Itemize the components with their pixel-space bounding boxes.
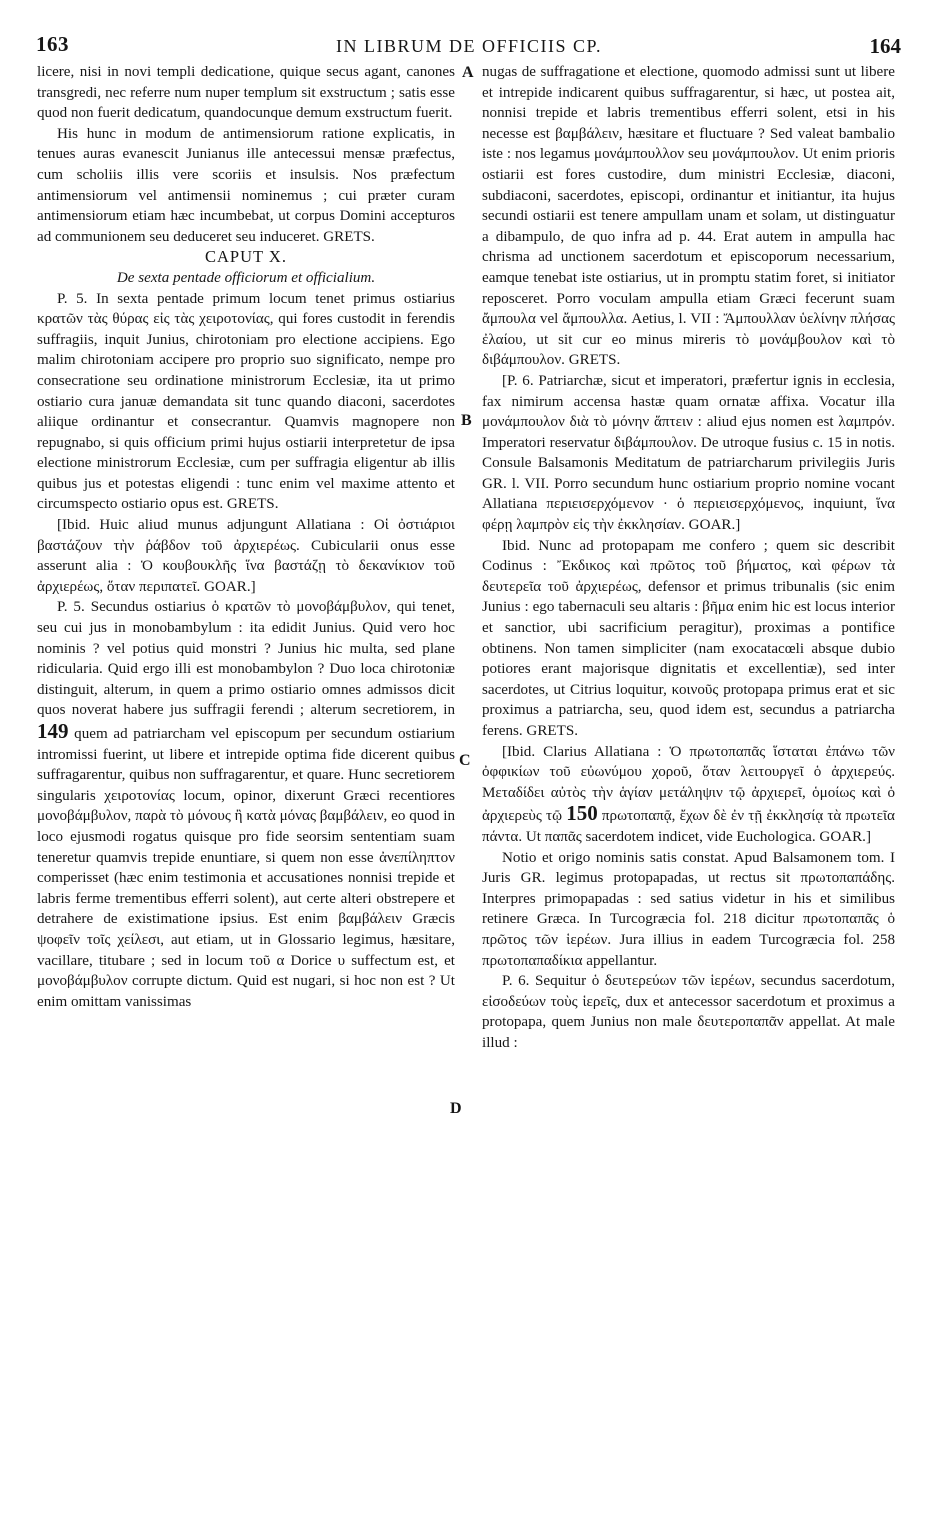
margin-letter-b: B [461, 412, 472, 429]
right-paragraph-4-part-2: πρωτοπαπᾷ, ἔχων δὲ ἐν τῇ ἐκκλησίᾳ τὰ πρωτεῖα πάντα. Ut παπᾶς sacerdotem indicet, vide Euchologica. GOAR.] [482, 808, 895, 845]
right-paragraph-4-part-1: [Ibid. Clarius Allatiana : Ὁ πρωτοπαπᾶς ἵσταται ἐπάνω τῶν ὀφφικίων τοῦ εὐωνύμου χοροῦ, ὅταν λειτουργεῖ ὁ ἀρχιερεύς. Μεταδίδει αὐτὸς τὴν ἁγίαν μετάληψιν τῷ ἀρχιερεῖ, ὁμοίως καὶ ὁ ἀρχιερεὺς τῷ [482, 743, 895, 825]
right-paragraph-5: Notio et origo nominis satis constat. Apud Balsamonem tom. I Juris GR. legimus protopapadas, ut rectus sit πρωτοπαπάδης. Interpres primopapadas : sed satius videtur in his et similibus retinere Græca. In Turcogræcia fol. 218 dicitur πρωτοπαπᾶς ὁ πρῶτος τῶν ἱερέων. Jura illius in eadem Turcogræcia fol. 258 πρωτοπαπαδίκια appellantur. [482, 849, 895, 969]
left-paragraph-5-part-2: quem ad patriarcham vel episcopum per secundum ostiarium intromissi fuerint, ut libere et intrepide optima fide dicerent quibus suffragarentur, quibus non suffragarentur, et quare. Hunc secretiorem singularis χειροτονίας locum, opinor, dixerunt Græci recentiores μονοβάμβυλον, παρὰ τὸ μόνους ἢ κατὰ μόνας βαμβάλειν, eo quod in loco ejusmodi rogatus quisque pro fide seorsim sententiam suam teneretur quamvis trepide enuntiare, si quem non esse ἀνεπίληπτον comperisset (hæc enim testimonia et accusationes nonnisi trepide et labris ferme trementibus efferri solent), aut certe alteri obstrepere et detrahere de existimatione ipsius. Est enim βαμβάλειν Græcis ψοφεῖν τοῖς χείλεσι, aut etiam, ut in Glossario legimus, hæsitare, vacillare, titubare ; sed in locum τοῦ α Dorice υ suffectum est, et μονοβάμβυλον corrupte dictum. Quid est nugari, si hoc non est ? Ut enim omittam vanissimas [37, 726, 455, 1010]
right-paragraph-4 [482, 742, 895, 848]
left-paragraph-1: licere, nisi in novi templi dedicatione, quique secus agant, canones transgredi, nec referre num nuper templum sit exstructum ; satis esse quod non fuerit dedicatum, quandocunque demum exstructum fuerit. [37, 64, 455, 122]
left-paragraph-2: His hunc in modum de antimensiorum ratione explicatis, in tenues auras evanescit Junianus ille antecessui mensæ præfectus, cum scholiis illis vere scoriis et insulsis. Nos præfectum antimensiorum vel antimensii nominemus ; cui præter curam antimensiorum etiam hæc incumbebat, ut corpus Domini accepturos ad communionem seu deduceret seu induceret. GRETS. [37, 125, 455, 245]
column-number-149: 149 [37, 719, 69, 743]
left-page-number: 163 [36, 32, 69, 56]
page-header [36, 32, 901, 60]
right-paragraph-6: P. 6. Sequitur ὁ δευτερεύων τῶν ἱερέων, secundus sacerdotum, εἰσοδεύων τοὺς ἱερεῖς, dux et antecessor sacerdotum et proximus a protopapa, quem Junius non male δευτεροπαπᾶν appellat. At male illud : [482, 973, 895, 1051]
left-paragraph-3: P. 5. In sexta pentade primum locum tenet primus ostiarius κρατῶν τὰς θύρας εἰς τὰς χειροτονίας, qui fores custodit in ferendis suffragiis, inquit Junius, chirotoniam pro electione accipiens. Ego malim chirotoniam accipere pro proprio suo significato, nempe pro consecratione seu ordinatione ministrorum Ecclesiæ, ita ut primo ostiario cura januæ demandata sit tunc quando diaconi, sacerdotes aliique ordinantur et consecrantur. Quamvis magnopere non repugnabo, si quis officium primi hujus ostiarii interpretetur de ipsa electione ministrorum Ecclesiæ, cum per suffragia eligentur ab illis quibus jus et potestas eligendi : tunc enim vel maxime attento et circumspecto ostiario opus est. GRETS. [37, 290, 455, 513]
left-paragraph-5-part-1: P. 5. Secundus ostiarius ὁ κρατῶν τὸ μονοβάμβυλον, qui tenet, seu cui jus in monobambylum : ita edidit Junius. Quid vero hoc nominis ? vel potius quid monstri ? Junius hic multa, sed plane ridicularia. Quid ergo illi est monobambylon ? Duo loca chirotoniæ distinguit, alterum, in quem a primo ostiario omnes admissos dicit quos noverat habere jus suffragii ferendi ; alterum secretiorem, in [37, 599, 455, 719]
margin-letter-c: C [459, 752, 471, 769]
margin-letter-a: A [462, 64, 474, 81]
right-paragraph-3: Ibid. Nunc ad protopapam me confero ; quem sic describit Codinus : Ἔκδικος καὶ πρῶτος τοῦ βήματος, καὶ φέρων τὰ δευτερεῖα τοῦ ἀρχιερέως, defensor et primus tribunalis (sic enim Junius : ego tabernaculi seu altaris : βῆμα enim hic est locus interior et sanctior, ubi sacrificium peragitur), proximas a pontifice obtinens. Non tamen simpliciter (nam exocatacœli absque dubio potiores erant majorisque dignitatis et excellentiæ), sed inter sacerdotes, ut Citrius loquitur, κοινοῦς protopapa primus erat et sic proximus a patriarcha, seu, quod idem est, secundus a patriarcha ferens. GRETS. [482, 537, 895, 739]
right-column [482, 62, 895, 1054]
left-column [37, 62, 455, 1012]
left-paragraph-5 [37, 597, 455, 1012]
left-paragraph-4: [Ibid. Huic aliud munus adjungunt Allatiana : Οἱ ὀστιάριοι βαστάζουν τὴν ῥάβδον τοῦ ἀρχιερέως. Cubicularii onus esse asserunt alia : Ὁ κουβουκλῆς ἵνα βαστάζῃ τὸ δεκανίκιον τοῦ ἀρχιερέως, ὅταν περιπατεῖ. GOAR.] [37, 517, 455, 595]
right-paragraph-1: nugas de suffragatione et electione, quomodo admissi sunt ut libere et intrepide indicarent quibus suffragarentur, si hæc, ut postea ait, nonnisi trepide et labris trementibus efferri solent, etsi in his necesse est βαμβάλειν, hæsitare et fluctuare ? Sed valeat bambalio iste : nos legamus μονάμπουλλον seu μονάμπουλον. Ut enim prioris ostiarii est fores custodire, dum ministri Ecclesiæ, diaconi, subdiaconi, sacerdotes, episcopi, ordinantur et initiantur, ita hujus secundi ostiarii est tenere ampullam unam et solam, ut distinguatur a dibampulo, de quo infra ad p. 44. Erat autem in ampulla hac chrisma ad unctionem sacerdotum et episcoporum necessarium, eamque tenebat iste ostiarius, ut in promptu statim foret, si initiator reposceret. Porro voculam ampulla etiam Græci fecerunt suam ἄμπουλα vel ἄμπουλλα. Aetius, l. VII : Ἄμπουλλαν ὑελίνην πλήσας ἐλαίου, ut sit cur eo minus mireris τὸ μονάμβουλον καὶ τὸ διβάμπουλον. GRETS. [482, 64, 895, 369]
chapter-title: CAPUT X. [205, 247, 287, 267]
chapter-subtitle: De sexta pentade officiorum et officialium. [116, 269, 376, 286]
right-paragraph-2: [P. 6. Patriarchæ, sicut et imperatori, præfertur ignis in ecclesia, fax nimirum accensa hastæ quam ornatæ affixa. Vocatur illa μονάμπουλον διὰ τὸ μόνην ἅπτειν : aliud ejus nomen est λαμπρόν. Imperatori reservatur διβάμπουλον. De utroque fusius c. 15 in notis. Consule Balsamonis Meditatum de patriarcharum privilegiis Juris GR. l. VII. Porro secundum hunc ostiarium proprio nomine vocant Allatiana περιεισερχόμενον · ὁ περιεισερχόμενος, inquiunt, ἵνα φέρῃ λαμπρὸν εἰς τὴν ἐκκλησίαν. GOAR.] [482, 372, 895, 534]
column-number-150: 150 [566, 801, 598, 826]
right-page-number: 164 [869, 34, 901, 58]
margin-letter-d: D [450, 1100, 462, 1117]
running-title: IN LIBRUM DE OFFICIIS CP. [336, 36, 603, 56]
